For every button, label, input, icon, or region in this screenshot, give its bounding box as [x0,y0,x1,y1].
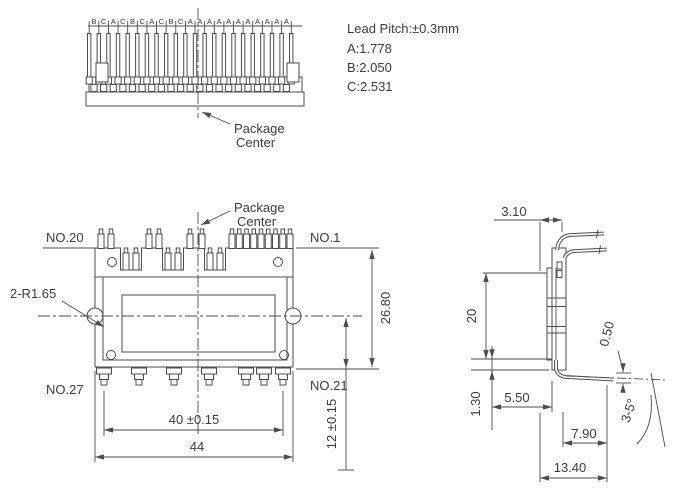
lead-shoulder [125,77,131,84]
lead-shoulder [158,85,164,92]
lead-shoulder [149,85,155,92]
pitch-letter: A [149,17,155,26]
lead-shoulder [177,85,183,92]
notch-pin-tip [208,248,212,253]
lead-shoulder [240,77,246,84]
lead-pin [251,34,254,78]
lead-shoulder [254,85,260,92]
pitch-letter: B [129,17,135,26]
bottom-pin-tip [261,380,267,386]
top-pin-tip [147,229,151,234]
top-pin-tip [99,229,103,234]
pin-number-label: NO.21 [310,378,348,393]
dim-text: 1.30 [468,391,483,417]
package-center-label: Package [234,121,285,136]
lead-shoulder [129,85,135,92]
pin-number-label: NO.20 [46,230,84,245]
dim-bend-offset [492,381,552,412]
top-pin [244,234,250,249]
bottom-pin [205,374,214,380]
lead-shoulder [120,85,126,92]
end-tab [96,63,108,82]
top-pin-tip [252,229,256,234]
bottom-pin [100,374,109,380]
top-pin-tip [109,229,113,234]
lead-pin [174,34,177,78]
pitch-letter: A [255,17,261,26]
pitch-letter: A [226,17,232,26]
legend-pitch-b: B:2.050 [347,60,392,75]
top-pin [156,234,162,249]
lead-shoulder [153,77,159,84]
lead-shoulder [226,85,232,92]
lead-shoulder [264,85,270,92]
top-pin [199,234,205,249]
top-pin-tip [267,229,271,234]
lead-shoulder [110,85,116,92]
legend-pitch-c: C:2.531 [347,79,393,94]
pitch-letter: A [274,17,280,26]
lead-shoulder [187,85,193,92]
top-pin [98,234,104,249]
top-pin-tip [288,229,292,234]
pitch-letter: A [235,17,241,26]
dim-lead-span [104,391,283,436]
pitch-letter: A [187,17,193,26]
dim-text: 7.90 [571,426,597,441]
lead-shoulder [173,77,179,84]
bottom-pin-shoulder [239,368,254,374]
lead-shoulder [283,85,289,92]
top-pin [146,234,152,249]
pitch-letter: A [197,17,203,26]
end-tab [287,63,299,82]
notch-pin-tip [166,248,170,253]
lead-shoulder [211,77,217,84]
lead-pin [261,34,264,78]
pitch-letter: B [91,17,97,26]
bottom-pin-tip [101,380,107,386]
bottom-pin [279,374,288,380]
dim-center-to-bottom [324,318,354,470]
top-pin [265,234,271,249]
bottom-pin [260,374,269,380]
pitch-letter: A [283,17,289,26]
dim-text: 0.50 [596,319,618,349]
notch-pin-tip [134,248,138,253]
package-center-leader-arrow [202,112,230,124]
top-pin [273,234,279,249]
top-pin [236,234,242,249]
legend-title: Lead Pitch:±0.3mm [347,21,459,36]
pitch-letter: B [168,17,174,26]
top-pin [258,234,264,249]
lead-shoulder [86,77,92,84]
top-view-package-center-callout [202,112,285,150]
bottom-pin [135,374,144,380]
top-pin-tip [188,229,192,234]
lead-shoulder [144,77,150,84]
dim-text: 3-5° [617,396,640,425]
bottom-pin-shoulder [167,368,182,374]
notch-pin [165,253,171,270]
top-view [86,8,304,150]
notch-pin [175,253,181,270]
lead-shoulder [245,85,251,92]
pin-number-label: NO.1 [310,230,341,245]
bottom-pin-tip [206,380,212,386]
top-pin [229,234,235,249]
lead-pin [222,34,225,78]
dim-text: 5.50 [504,390,530,405]
lead-shoulder [235,85,241,92]
pitch-legend [347,21,459,94]
top-pin-tip [238,229,242,234]
lead-shoulder [274,85,280,92]
lead-pin [193,34,196,78]
dim-text: 44 [189,439,205,454]
lead-pin [126,34,129,78]
bottom-pin-tip [136,380,142,386]
lead-pin [280,34,283,78]
notch-pin [123,253,129,270]
top-pin-tip [274,229,278,234]
lead-pin [88,34,91,78]
top-pin-tip [157,229,161,234]
dim-side-body-height [464,273,552,359]
top-pin [108,234,114,249]
pitch-letter: A [216,17,222,26]
dim-body-height [296,248,393,369]
lead-pin [213,34,216,78]
bottom-pin-tip [171,380,177,386]
top-pin [280,234,286,249]
bottom-pin-shoulder [132,368,147,374]
legend-pitch-a: A:1.778 [347,41,392,56]
pitch-letter: A [245,17,251,26]
pitch-letter: C [139,17,145,26]
notch-pin [207,253,213,270]
side-front-plate [547,268,552,360]
top-pin-tip [259,229,263,234]
lead-pin [232,34,235,78]
notch-pin [133,253,139,270]
pin-number-label: NO.27 [46,382,84,397]
pitch-letter: A [264,17,270,26]
front-view [10,200,393,470]
dim-text: 3.10 [501,204,527,219]
pitch-letter: C [158,17,165,26]
lead-shoulder [139,85,145,92]
lead-pin [164,34,167,78]
dim-text: 12 ±0.15 [324,398,339,450]
lead-pin [184,34,187,78]
pitch-letter: C [100,17,107,26]
notch-pin-tip [218,248,222,253]
lead-pin [241,34,244,78]
lead-shoulder [206,85,212,92]
lead-pin [145,34,148,78]
top-pin-tip [230,229,234,234]
dim-lead-angle [618,373,665,447]
front-view-bottom-pins [97,368,291,385]
notch-pin [217,253,223,270]
lead-shoulder [115,77,121,84]
bottom-pin-shoulder [97,368,112,374]
top-view-pitch-row [89,17,291,34]
bottom-pin-tip [280,380,286,386]
radius-label: 2-R1.65 [10,286,57,301]
top-pin [287,234,293,249]
lead-shoulder [134,77,140,84]
lead-shoulder [168,85,174,92]
top-pin-tip [245,229,249,234]
front-package-center-callout [201,200,285,229]
top-pin [251,234,257,249]
side-leads [556,230,667,381]
top-pin-tip [200,229,204,234]
lead-shoulder [279,77,285,84]
bottom-pin-shoulder [202,368,217,374]
lead-shoulder [192,77,198,84]
lead-pin [270,34,273,78]
package-center-leader-arrow [201,211,230,225]
pitch-letter: A [206,17,212,26]
lead-shoulder [250,77,256,84]
dim-text: 26.80 [378,291,393,325]
package-center-label: Center [236,135,276,150]
lead-shoulder [182,77,188,84]
dim-lead-thickness [596,320,631,392]
bottom-pin-tip [243,380,249,386]
lead-shoulder [101,85,107,92]
package-center-label: Center [237,214,277,229]
bottom-pin [242,374,251,380]
lead-pin [136,34,139,78]
side-view [464,204,667,482]
package-center-label: Package [234,200,285,215]
top-pin-tip [281,229,285,234]
dim-text: 13.40 [553,460,587,475]
lead-shoulder [202,77,208,84]
bottom-pin-shoulder [276,368,291,374]
lead-pin [203,34,206,78]
lead-shoulder [230,77,236,84]
dim-text: 40 ±0.15 [168,412,220,427]
bottom-pin [170,374,179,380]
lead-shoulder [259,77,265,84]
lead-shoulder [91,85,97,92]
pitch-letter: A [110,17,116,26]
lead-pin [155,34,158,78]
bottom-pin-shoulder [257,368,272,374]
dim-text: 20 [464,308,479,324]
top-pin [187,234,193,249]
pitch-letter: C [120,17,126,26]
lead-pin [116,34,119,78]
lead-shoulder [269,77,275,84]
lead-shoulder [221,77,227,84]
lead-shoulder [216,85,222,92]
lead-shoulder [163,77,169,84]
pitch-letter: C [177,17,184,26]
dim-total-depth [540,413,607,482]
notch-pin-tip [176,248,180,253]
notch-pin-tip [124,248,128,253]
